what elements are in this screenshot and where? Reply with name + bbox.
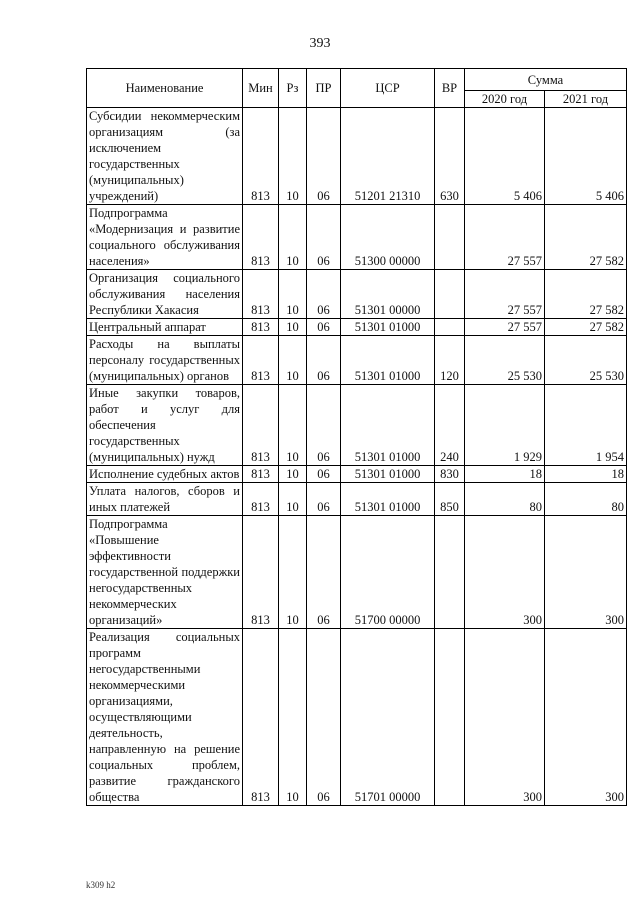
row-rz: 10 xyxy=(279,466,307,483)
row-pr: 06 xyxy=(307,483,341,516)
row-sum-2020: 27 557 xyxy=(465,319,545,336)
header-name: Наименование xyxy=(87,69,243,108)
row-min: 813 xyxy=(243,629,279,806)
row-name: Уплата налогов, сборов и иных платежей xyxy=(87,483,243,516)
row-vr: 120 xyxy=(435,336,465,385)
row-vr: 630 xyxy=(435,108,465,205)
row-rz: 10 xyxy=(279,205,307,270)
row-rz: 10 xyxy=(279,483,307,516)
row-pr: 06 xyxy=(307,516,341,629)
row-vr xyxy=(435,270,465,319)
row-name: Субсидии некоммерческим организациям (за исключением государственных (муниципальных) учреждений) xyxy=(87,108,243,205)
table-row xyxy=(87,336,627,385)
row-sum-2020: 25 530 xyxy=(465,336,545,385)
row-sum-2021: 300 xyxy=(545,629,627,806)
row-csr: 51301 01000 xyxy=(341,466,435,483)
row-sum-2021: 5 406 xyxy=(545,108,627,205)
table-row xyxy=(87,385,627,466)
row-pr: 06 xyxy=(307,336,341,385)
row-rz: 10 xyxy=(279,319,307,336)
table-row xyxy=(87,516,627,629)
row-min: 813 xyxy=(243,336,279,385)
row-vr xyxy=(435,319,465,336)
budget-table xyxy=(86,68,627,806)
table-row xyxy=(87,466,627,483)
row-min: 813 xyxy=(243,466,279,483)
row-name: Иные закупки товаров, работ и услуг для обеспечения государственных (муниципальных) нужд xyxy=(87,385,243,466)
row-csr: 51701 00000 xyxy=(341,629,435,806)
row-sum-2020: 18 xyxy=(465,466,545,483)
header-pr: ПР xyxy=(307,69,341,108)
row-csr: 51301 01000 xyxy=(341,385,435,466)
header-2020: 2020 год xyxy=(465,91,545,108)
row-min: 813 xyxy=(243,270,279,319)
row-pr: 06 xyxy=(307,385,341,466)
row-pr: 06 xyxy=(307,205,341,270)
row-rz: 10 xyxy=(279,516,307,629)
row-sum-2021: 27 582 xyxy=(545,270,627,319)
row-csr: 51700 00000 xyxy=(341,516,435,629)
footer-code: k309 h2 xyxy=(86,880,116,890)
row-sum-2021: 27 582 xyxy=(545,319,627,336)
row-vr: 830 xyxy=(435,466,465,483)
row-rz: 10 xyxy=(279,270,307,319)
row-sum-2020: 80 xyxy=(465,483,545,516)
row-csr: 51201 21310 xyxy=(341,108,435,205)
row-rz: 10 xyxy=(279,336,307,385)
row-sum-2021: 18 xyxy=(545,466,627,483)
row-name: Подпрограмма «Модернизация и развитие социального обслуживания населения» xyxy=(87,205,243,270)
row-name: Центральный аппарат xyxy=(87,319,243,336)
header-rz: Рз xyxy=(279,69,307,108)
row-min: 813 xyxy=(243,516,279,629)
page-number: 393 xyxy=(309,36,331,51)
row-pr: 06 xyxy=(307,270,341,319)
row-name: Расходы на выплаты персоналу государственных (муниципальных) органов xyxy=(87,336,243,385)
table-row xyxy=(87,270,627,319)
row-csr: 51301 00000 xyxy=(341,270,435,319)
row-pr: 06 xyxy=(307,319,341,336)
table-row xyxy=(87,205,627,270)
row-vr: 240 xyxy=(435,385,465,466)
row-vr xyxy=(435,516,465,629)
row-sum-2020: 300 xyxy=(465,516,545,629)
row-sum-2021: 1 954 xyxy=(545,385,627,466)
row-pr: 06 xyxy=(307,629,341,806)
row-pr: 06 xyxy=(307,466,341,483)
header-csr: ЦСР xyxy=(341,69,435,108)
row-rz: 10 xyxy=(279,629,307,806)
row-sum-2021: 25 530 xyxy=(545,336,627,385)
table-row xyxy=(87,483,627,516)
row-sum-2020: 27 557 xyxy=(465,205,545,270)
row-rz: 10 xyxy=(279,108,307,205)
table-row xyxy=(87,319,627,336)
row-sum-2020: 300 xyxy=(465,629,545,806)
header-min: Мин xyxy=(243,69,279,108)
header-sum: Сумма xyxy=(465,69,627,91)
row-sum-2020: 5 406 xyxy=(465,108,545,205)
row-min: 813 xyxy=(243,319,279,336)
row-vr xyxy=(435,629,465,806)
row-sum-2020: 1 929 xyxy=(465,385,545,466)
row-pr: 06 xyxy=(307,108,341,205)
row-csr: 51301 01000 xyxy=(341,483,435,516)
row-min: 813 xyxy=(243,205,279,270)
table-row xyxy=(87,629,627,806)
row-sum-2021: 300 xyxy=(545,516,627,629)
row-name: Подпрограмма «Повышение эффективности государственной поддержки негосударственных некоммерческих организаций» xyxy=(87,516,243,629)
header-vr: ВР xyxy=(435,69,465,108)
row-name: Исполнение судебных актов xyxy=(87,466,243,483)
row-csr: 51301 01000 xyxy=(341,336,435,385)
row-min: 813 xyxy=(243,385,279,466)
row-name: Реализация социальных программ негосударственными некоммерческими организациями, осуществляющими деятельность, направленную на решение социальных проблем, развитие гражданского общества xyxy=(87,629,243,806)
row-csr: 51301 01000 xyxy=(341,319,435,336)
row-min: 813 xyxy=(243,483,279,516)
row-vr xyxy=(435,205,465,270)
row-name: Организация социального обслуживания населения Республики Хакасия xyxy=(87,270,243,319)
row-sum-2021: 80 xyxy=(545,483,627,516)
row-sum-2021: 27 582 xyxy=(545,205,627,270)
row-rz: 10 xyxy=(279,385,307,466)
header-2021: 2021 год xyxy=(545,91,627,108)
table-row xyxy=(87,108,627,205)
row-sum-2020: 27 557 xyxy=(465,270,545,319)
row-csr: 51300 00000 xyxy=(341,205,435,270)
row-vr: 850 xyxy=(435,483,465,516)
row-min: 813 xyxy=(243,108,279,205)
